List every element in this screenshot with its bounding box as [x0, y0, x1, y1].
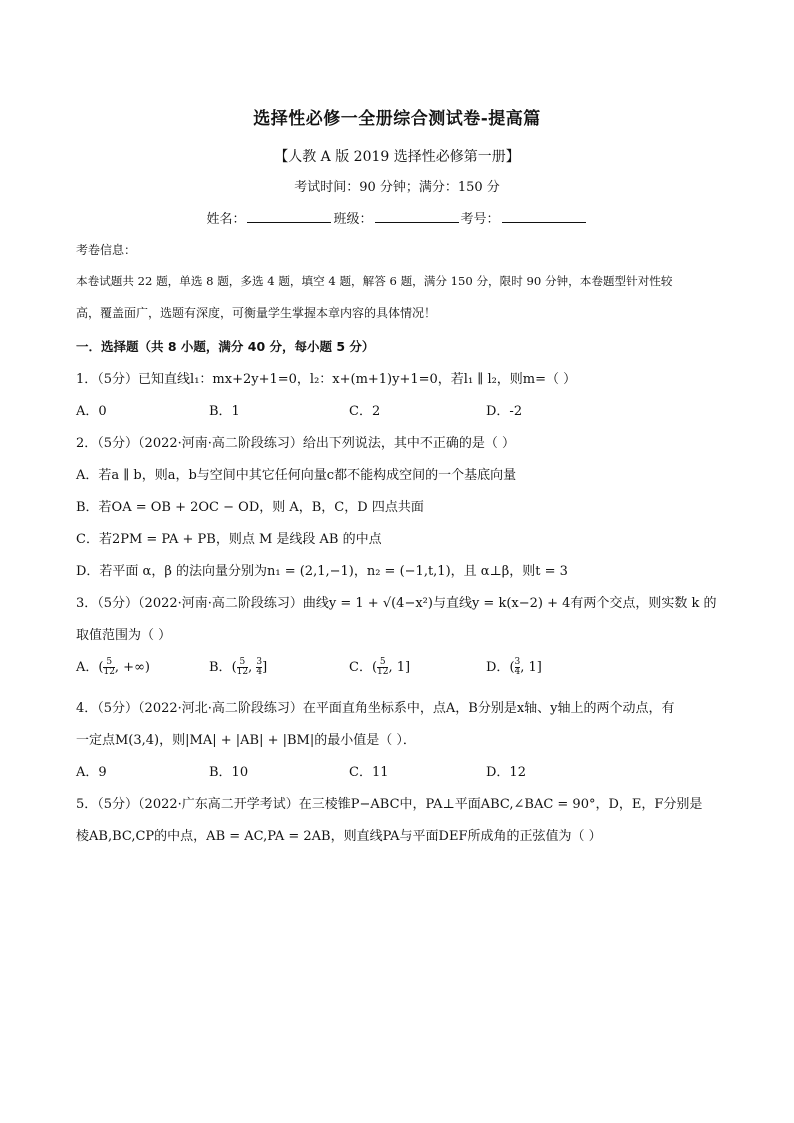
fraction: $\frac{3}{4}$ — [256, 657, 263, 677]
page-title: 选择性必修一全册综合测试卷-提高篇 — [253, 109, 541, 129]
q3-option-b: B．( $\frac{5}{12}$ , $\frac{3}{4}$ ] — [209, 657, 268, 677]
info-heading: 考卷信息： — [76, 243, 137, 257]
q3-option-a: A．( $\frac{5}{12}$ , +∞) — [76, 657, 150, 677]
q1-option-b: B．1 — [209, 404, 240, 419]
q1-stem: 1．（5分）已知直线l₁：mx+2y+1=0，l₂：x+(m+1)y+1=0，若l₁ ∥ l₂，则m=（ ） — [76, 372, 577, 387]
q1-option-d: D．-2 — [486, 404, 523, 419]
q4-stem-1: 4．（5分）（2022·河北·高二阶段练习）在平面直角坐标系中，点A，B分别是x轴、y轴上的两个动点，有 — [76, 701, 675, 716]
q4-option-d: D．12 — [486, 765, 526, 780]
q1-option-a: A．0 — [76, 404, 107, 419]
q4-option-a: A．9 — [76, 765, 107, 780]
name-label: 姓名： — [206, 212, 246, 227]
exam-meta: 考试时间：90 分钟；满分：150 分 — [294, 180, 500, 195]
number-label: 考号： — [460, 212, 500, 227]
fraction: $\frac{5}{12}$ — [103, 657, 115, 677]
class-field[interactable] — [375, 210, 459, 223]
section-heading: 一．选择题（共 8 小题，满分 40 分，每小题 5 分） — [76, 339, 375, 354]
q2-option-c: C．若2PM = PA + PB，则点 M 是线段 AB 的中点 — [76, 532, 382, 547]
fraction: $\frac{5}{12}$ — [377, 657, 389, 677]
info-line-1: 本卷试题共 22 题，单选 8 题，多选 4 题，填空 4 题，解答 6 题，满分 150 分，限时 90 分钟，本卷题型针对性较 — [76, 274, 673, 288]
fraction: $\frac{5}{12}$ — [236, 657, 249, 677]
q4-option-c: C．11 — [349, 765, 389, 780]
q4-option-b: B．10 — [209, 765, 249, 780]
q1-option-c: C．2 — [349, 404, 381, 419]
q5-stem-1: 5．（5分）（2022·广东高二开学考试）在三棱锥P−ABC中，PA⊥平面ABC,∠BAC = 90°，D，E，F分别是 — [76, 797, 703, 812]
q3-stem-1: 3．（5分）（2022·河南·高二阶段练习）曲线y = 1 + √(4−x²)与直线y = k(x−2) + 4有两个交点，则实数 k 的 — [76, 596, 717, 611]
q3-option-c: C．( $\frac{5}{12}$ , 1] — [349, 657, 411, 677]
student-fields — [0, 208, 794, 227]
page-subtitle: 【人教 A 版 2019 选择性必修第一册】 — [274, 149, 520, 165]
number-field[interactable] — [502, 210, 586, 223]
name-field[interactable] — [247, 210, 331, 223]
q2-option-b: B．若OA = OB + 2OC − OD，则 A，B，C，D 四点共面 — [76, 500, 424, 515]
class-label: 班级： — [333, 212, 373, 227]
q5-stem-2: 棱AB,BC,CP的中点，AB = AC,PA = 2AB，则直线PA与平面DEF所成角的正弦值为（ ） — [76, 829, 602, 844]
q2-option-a: A．若a ∥ b，则a，b与空间中其它任何向量c都不能构成空间的一个基底向量 — [76, 468, 517, 483]
q4-stem-2: 一定点M(3,4)，则|MA| + |AB| + |BM|的最小值是（ ）． — [76, 733, 416, 748]
info-line-2: 高，覆盖面广，选题有深度，可衡量学生掌握本章内容的具体情况！ — [76, 306, 437, 320]
q3-stem-2: 取值范围为（ ） — [76, 628, 172, 643]
q3-option-d: D．( $\frac{3}{4}$ , 1] — [486, 657, 542, 677]
q2-option-d: D．若平面 α，β 的法向量分别为n₁ = (2,1,−1)，n₂ = (−1,t,1)，且 α⊥β，则t = 3 — [76, 564, 568, 579]
fraction: $\frac{3}{4}$ — [514, 657, 521, 677]
q2-stem: 2．（5分）（2022·河南·高二阶段练习）给出下列说法，其中不正确的是（ ） — [76, 436, 516, 451]
